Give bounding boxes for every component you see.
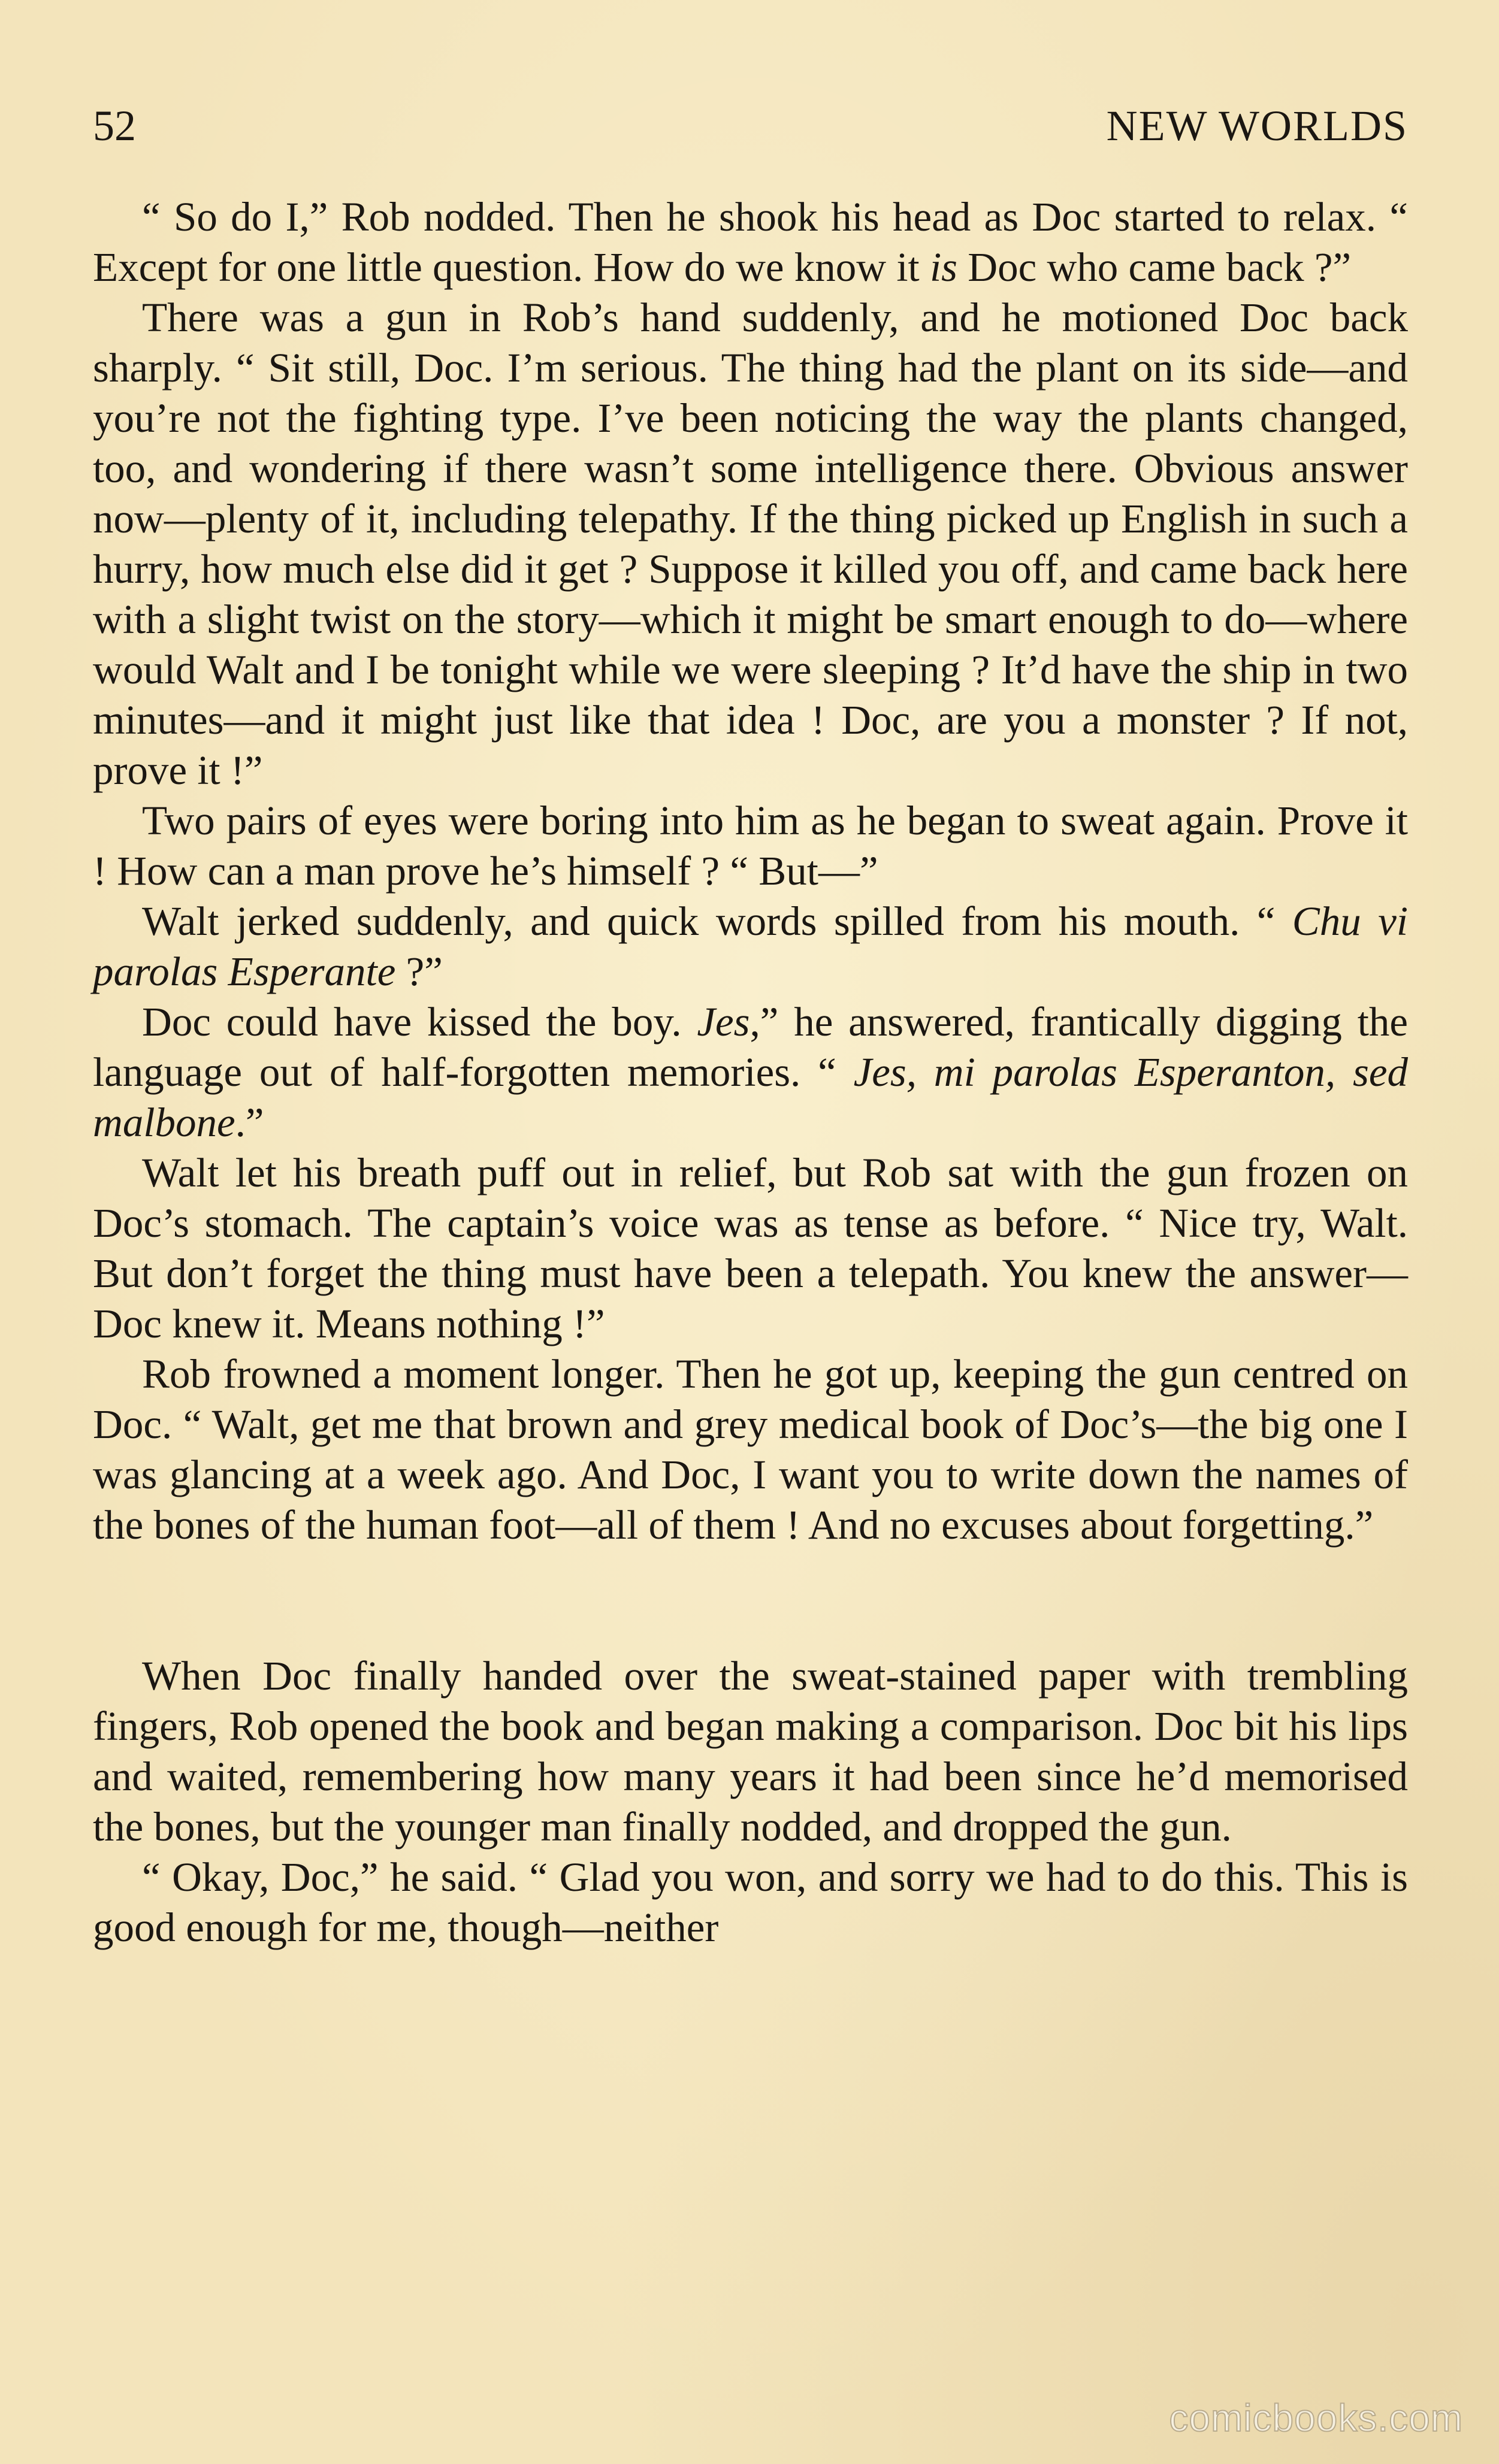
text-run: .”: [235, 1100, 264, 1145]
paragraph: [93, 192, 1408, 292]
text-run: Doc could have kissed the boy.: [142, 999, 697, 1045]
running-head: NEW WORLDS: [1106, 102, 1408, 150]
paragraph: Walt let his breath puff out in relief, but Rob sat with the gun frozen on Doc’s stomach. The captain’s voice was as tense as before. “ Nice try, Walt. But don’t forget the thing must have been a telepath. You knew the answer—Doc knew it. Means nothing !”: [93, 1150, 1408, 1346]
text-run: ?”: [395, 949, 443, 994]
paragraph: [93, 997, 1408, 1148]
paragraph: When Doc finally handed over the sweat-stained paper with trembling fingers, Rob opened the book and began making a comparison. Doc bit his lips and waited, remembering how many years it had been since he’d memorised the bones, but the younger man finally nodded, and dropped the gun.: [93, 1653, 1408, 1849]
text-run: ,” he answered, frantically digging the language out of half-forgotten memories. “: [93, 999, 1409, 1095]
text-run: Doc who came back ?”: [957, 244, 1352, 290]
page-number: 52: [93, 102, 136, 150]
italic-text: Chu vi parolas Esperante: [93, 898, 1408, 994]
paragraph: [93, 896, 1408, 997]
paragraph: There was a gun in Rob’s hand suddenly, and he motioned Doc back sharply. “ Sit still, Doc. I’m serious. The thing had the plant on its side—and you’re not the fighting type. I’ve been noticing the way the plants changed, too, and wondering if there wasn’t some intelligence there. Obvious answer now—plenty of it, including telepathy. If the thing picked up English in such a hurry, how much else did it get ? Suppose it killed you off, and came back here with a slight twist on the story—which it might be smart enough to do—where would Walt and I be tonight while we were sleeping ? It’d have the ship in two minutes—and it might just like that idea ! Doc, are you a monster ? If not, prove it !”: [93, 295, 1408, 793]
italic-text: Jes: [697, 999, 750, 1045]
text-run: Walt jerked suddenly, and quick words spilled from his mouth. “: [142, 898, 1292, 944]
body-text: [93, 192, 1408, 1953]
text-run: “ So do I,” Rob nodded. Then he shook his head as Doc started to relax. “ Except for one little question. How do we know it: [93, 194, 1408, 290]
paragraph: “ Okay, Doc,” he said. “ Glad you won, and sorry we had to do this. This is good enough for me, though—neither: [93, 1854, 1408, 1950]
italic-text: is: [929, 244, 958, 290]
watermark-logo: comicbooks.com: [1169, 2396, 1463, 2439]
paragraph: Two pairs of eyes were boring into him as he began to sweat again. Prove it ! How can a man prove he’s himself ? “ But—”: [93, 798, 1408, 894]
page-header: [93, 93, 1408, 159]
section-break: [93, 1550, 1408, 1651]
paragraph: Rob frowned a moment longer. Then he got up, keeping the gun centred on Doc. “ Walt, get me that brown and grey medical book of Doc’s—the big one I was glancing at a week ago. And Doc, I want you to write down the names of the bones of the human foot—all of them ! And no excuses about forgetting.”: [93, 1351, 1408, 1548]
italic-text: Jes, mi parolas Esperanton, sed malbone: [93, 1049, 1408, 1145]
